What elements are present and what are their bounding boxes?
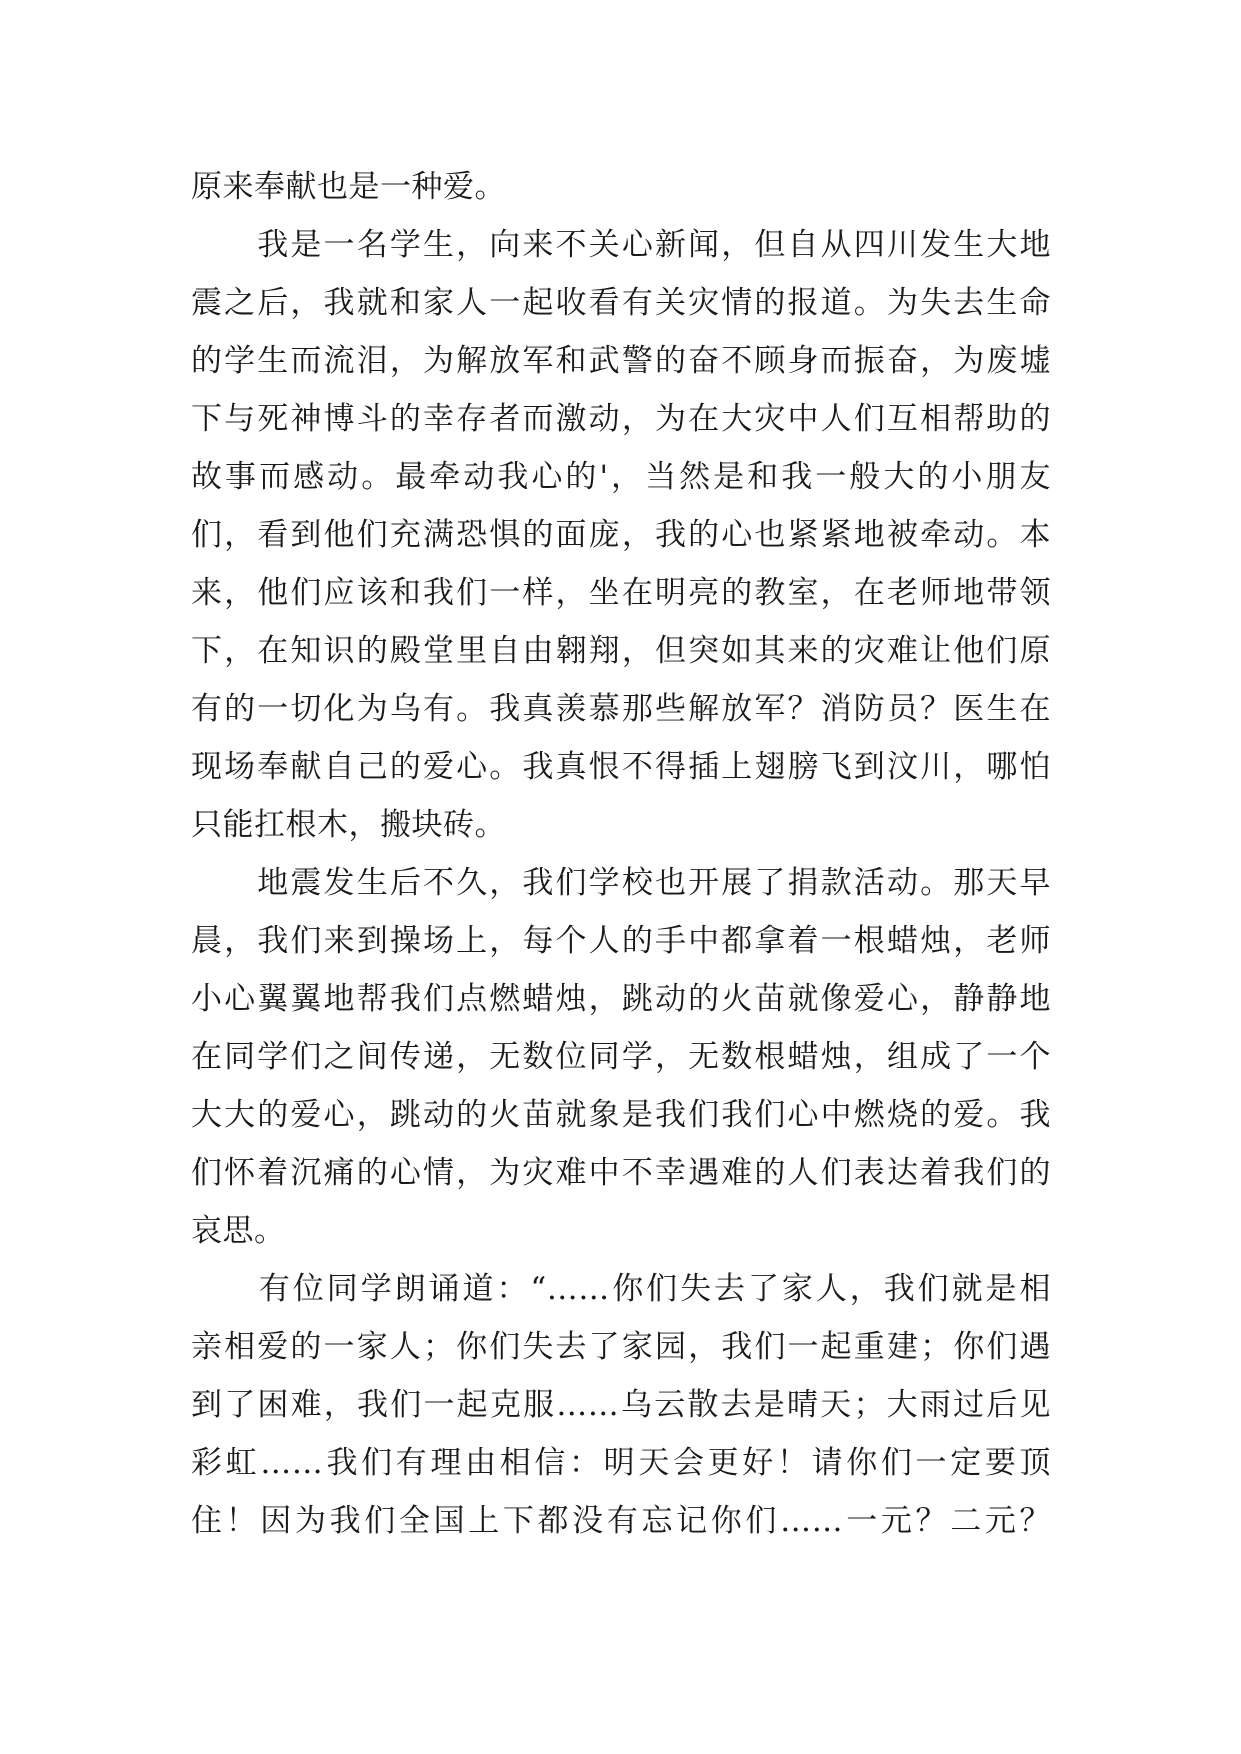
- text-line: 晨，我们来到操场上，每个人的手中都拿着一根蜡烛，老师: [191, 923, 1051, 959]
- text-line: 有的一切化为乌有。我真羡慕那些解放军？消防员？医生在: [191, 691, 1051, 727]
- text-line: 来，他们应该和我们一样，坐在明亮的教室，在老师地带领: [191, 575, 1051, 611]
- text-line: 彩虹……我们有理由相信：明天会更好！请你们一定要顶: [191, 1445, 1051, 1481]
- document-body: [191, 158, 1051, 1550]
- text-line: 现场奉献自己的爱心。我真恨不得插上翅膀飞到汶川，哪怕: [191, 749, 1051, 785]
- text-line: 大大的爱心，跳动的火苗就象是我们我们心中燃烧的爱。我: [191, 1097, 1051, 1133]
- text-line: 原来奉献也是一种爱。: [191, 169, 506, 205]
- text-line: 故事而感动。最牵动我心的'，当然是和我一般大的小朋友: [191, 459, 1051, 495]
- text-line: 地震发生后不久，我们学校也开展了捐款活动。那天早: [191, 865, 1051, 901]
- text-line: 小心翼翼地帮我们点燃蜡烛，跳动的火苗就像爱心，静静地: [191, 981, 1051, 1017]
- text-line: 亲相爱的一家人；你们失去了家园，我们一起重建；你们遇: [191, 1329, 1051, 1365]
- text-line: 们，看到他们充满恐惧的面庞，我的心也紧紧地被牵动。本: [191, 517, 1051, 553]
- text-line: 们怀着沉痛的心情，为灾难中不幸遇难的人们表达着我们的: [191, 1155, 1051, 1191]
- text-line: 的学生而流泪，为解放军和武警的奋不顾身而振奋，为废墟: [191, 343, 1051, 379]
- text-line: 有位同学朗诵道：“……你们失去了家人，我们就是相: [191, 1271, 1051, 1307]
- text-line: 震之后，我就和家人一起收看有关灾情的报道。为失去生命: [191, 285, 1051, 321]
- text-line: 哀思。: [191, 1213, 286, 1249]
- text-line: 我是一名学生，向来不关心新闻，但自从四川发生大地: [191, 227, 1051, 263]
- text-line: 只能扛根木，搬块砖。: [191, 807, 506, 843]
- text-line: 下与死神博斗的幸存者而激动，为在大灾中人们互相帮助的: [191, 401, 1051, 437]
- text-line: 下，在知识的殿堂里自由翱翔，但突如其来的灾难让他们原: [191, 633, 1051, 669]
- text-line: 住！因为我们全国上下都没有忘记你们……一元？二元？: [191, 1503, 1051, 1539]
- text-line: 到了困难，我们一起克服……乌云散去是晴天；大雨过后见: [191, 1387, 1051, 1423]
- text-line: 在同学们之间传递，无数位同学，无数根蜡烛，组成了一个: [191, 1039, 1051, 1075]
